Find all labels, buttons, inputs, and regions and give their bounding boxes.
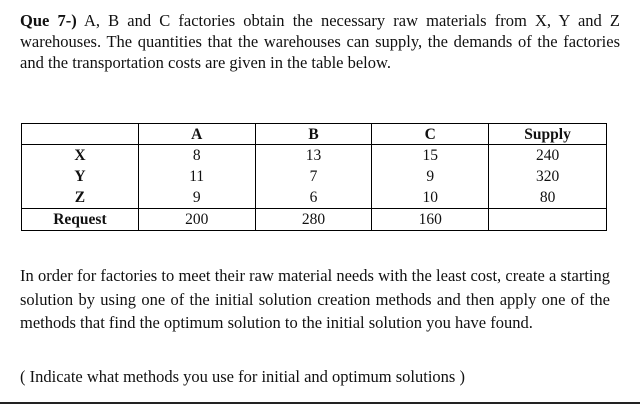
- supply-z: 80: [489, 187, 607, 209]
- table-row-request: [22, 209, 607, 231]
- header-factory-b: B: [255, 124, 372, 145]
- header-corner-cell: [22, 124, 139, 145]
- table-row-y: [22, 166, 607, 187]
- question-label: Que 7-): [20, 11, 77, 30]
- row-label-y: Y: [22, 166, 139, 187]
- table-header-row: [22, 124, 607, 145]
- cost-z-a: 9: [138, 187, 255, 209]
- table-row-x: [22, 145, 607, 167]
- cost-x-a: 8: [138, 145, 255, 167]
- question-text: A, B and C factories obtain the necessary raw materials from X, Y and Z warehouses. The quantities that the warehouses can supply, the demands of the factories and the transportation costs are given in the table below.: [20, 11, 620, 72]
- cost-z-c: 10: [372, 187, 489, 209]
- cost-x-c: 15: [372, 145, 489, 167]
- request-c: 160: [372, 209, 489, 231]
- cost-x-b: 13: [255, 145, 372, 167]
- header-factory-a: A: [138, 124, 255, 145]
- request-b: 280: [255, 209, 372, 231]
- table-row-z: [22, 187, 607, 209]
- cost-z-b: 6: [255, 187, 372, 209]
- supply-y: 320: [489, 166, 607, 187]
- row-label-request: Request: [22, 209, 139, 231]
- cost-y-c: 9: [372, 166, 489, 187]
- header-factory-c: C: [372, 124, 489, 145]
- transportation-table: [21, 123, 607, 231]
- instructions-paragraph: In order for factories to meet their raw material needs with the least cost, create a starting solution by using one of the initial solution creation methods and then apply one of the methods that find the optimum solution to the initial solution you have found.: [20, 266, 610, 332]
- note-paragraph: ( Indicate what methods you use for initial and optimum solutions ): [20, 367, 465, 386]
- request-supply-empty: [489, 209, 607, 231]
- header-supply: Supply: [489, 124, 607, 145]
- request-a: 200: [138, 209, 255, 231]
- cost-y-a: 11: [138, 166, 255, 187]
- cost-y-b: 7: [255, 166, 372, 187]
- question-paragraph: [20, 10, 620, 73]
- row-label-x: X: [22, 145, 139, 167]
- supply-x: 240: [489, 145, 607, 167]
- row-label-z: Z: [22, 187, 139, 209]
